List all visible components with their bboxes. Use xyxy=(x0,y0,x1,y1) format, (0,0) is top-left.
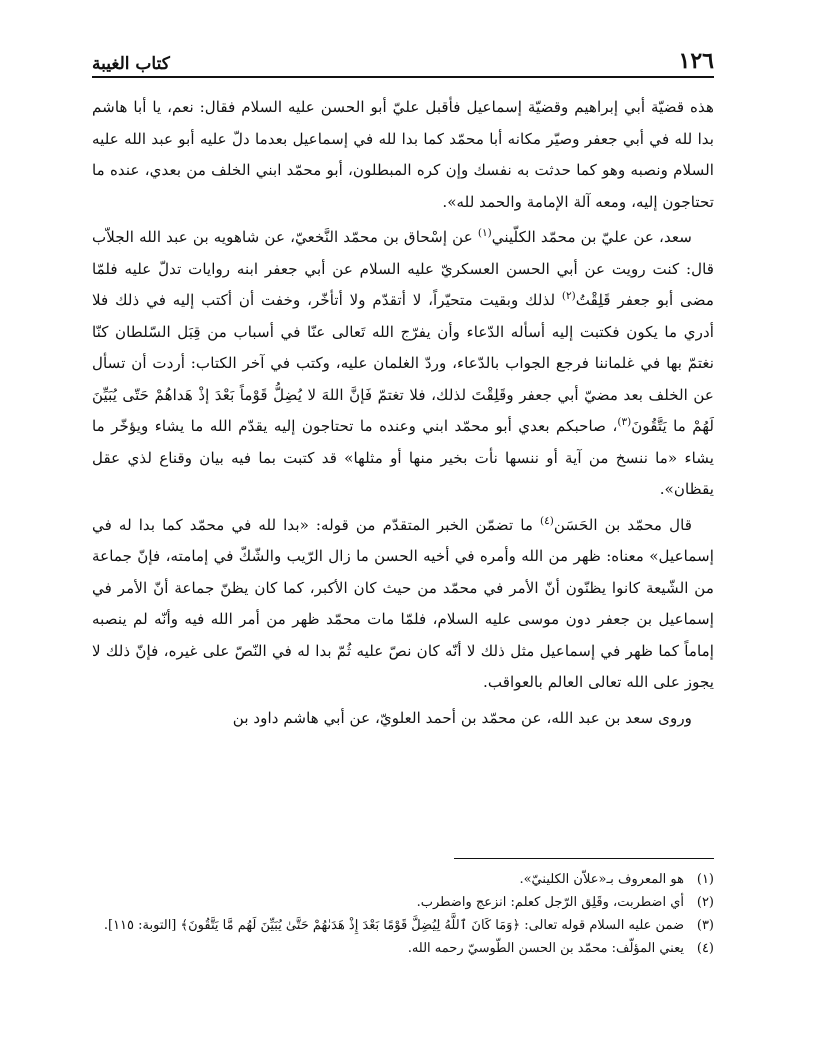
text-segment: ، صاحبكم بعدي أبو محمّد ابني وعنده ما تحتاجون إليه يقدّم الله ما يشاء ويؤخّر ما يشاء «ما ننسخ من آية أو ننسها نأت بخير منها أو مثلها» قد كتبت بما فيه بيان وقناع لذي عقل يقظان». xyxy=(92,417,714,498)
footnote-item xyxy=(92,937,714,960)
paragraph xyxy=(92,703,714,735)
footnote-reference: (١) xyxy=(477,226,492,239)
footnote-number: (٣) xyxy=(696,918,714,933)
text-segment: لذلك وبقيت متحيّراً، لا أتقدّم ولا أتأخّر، وخفت أن أكتب إليه في ذلك فلا أدري ما يكون فكتبت إليه أسأله الدّعاء وأن يفرّج الله تَعالى عنّا في أسباب من قِبَل السّلطان كنّا نغتمّ بها في غلماننا فرجع الجواب بالدّعاء، وردّ الغلمان عليه، وكتب في آخر الكتاب: أردت أن تسأل عن الخلف بعد مضيّ أبي جعفر وقَلِقْتَ لذلك، فلا تغتمّ فَإنَّ اللهَ لا يُضِلُّ قَوْماً بَعْدَ إذْ هَداهُمْ حَتّى يُبَيِّنَ لَهُمْ ما يَتَّقُونَ xyxy=(92,291,715,435)
paragraph xyxy=(92,92,714,218)
page-number: ١٢٦ xyxy=(678,48,714,74)
text-segment: وروى سعد بن عبد الله، عن محمّد بن أحمد العلويّ، عن أبي هاشم داود بن xyxy=(232,708,692,727)
text-segment: هذه قضيّة أبي إبراهيم وقضيّة إسماعيل فأقبل عليّ أبو الحسن عليه السلام فقال: نعم، يا أبا هاشم بدا لله في أبي جعفر وصيّر مكانه أبا محمّد كما بدا لله في إسماعيل بعدما دلّ عليه أبو عبد الله عليه السلام ونصبه وهو كما حدثت به نفسك وإن كره المبطلون، أبو محمّد ابني الخلف من بعدي، عنده ما تحتاجون إليه، ومعه آلة الإمامة والحمد لله». xyxy=(92,98,714,211)
footnote-text: هو المعروف بـ«علاّن الكلينيّ». xyxy=(519,872,684,887)
page-header xyxy=(92,40,714,78)
footnote-reference: (٢) xyxy=(561,289,576,302)
footnote-separator xyxy=(454,858,714,859)
footnote-item xyxy=(92,868,714,891)
paragraph xyxy=(92,510,714,699)
footnote-text: يعني المؤلّف: محمّد بن الحسن الطّوسيّ رحمه الله. xyxy=(407,941,684,956)
paragraph xyxy=(92,222,714,506)
footnote-text: أي اضطربت، وقَلِق الرّجل كعلم: انزعج واضطرب. xyxy=(416,895,684,910)
footnote-item xyxy=(92,891,714,914)
footnote-number: (١) xyxy=(696,872,714,887)
text-segment: قال محمّد بن الحَسَن xyxy=(553,515,692,534)
footnotes xyxy=(92,868,714,960)
text-segment: عن إسْحاق بن محمّد النَّخعيّ، عن شاهويه بن عبد الله الجلاّب قال: كنت رويت عن أبي الحسن العسكريّ عليه السلام عن أبي جعفر ابنه روايات تدلّ عليه فلمّا مضى أبو جعفر قَلِقْتُ xyxy=(92,228,714,309)
footnote-reference: (٤) xyxy=(539,514,554,527)
text-segment: ما تضمّن الخبر المتقدّم من قوله: «بدا لله في محمّد كما بدا له في إسماعيل» معناه: ظهر من الله وأمره في أخيه الحسن ما زال الرّيب والشّكّ في إمامته، فإنّ جماعة من الشّيعة كانوا يظنّون أنّ الأمر في محمّد من حيث كان الأكبر، كما كان يظنّ جماعة أنّ الأمر في إسماعيل بن جعفر دون موسى عليه السلام، فلمّا مات محمّد ظهر من أمر الله فيه وأنّه لم ينصبه إماماً كما ظهر في إسماعيل مثل ذلك لا أنّه كان نصّ عليه ثُمّ بدا له في النّصّ على غيره، فإنّ ذلك لا يجوز على الله تعالى العالم بالعواقب. xyxy=(92,515,714,691)
footnote-item xyxy=(92,914,714,937)
footnote-number: (٢) xyxy=(696,895,714,910)
footnote-number: (٤) xyxy=(696,941,714,956)
footnote-text: ضمن عليه السلام قوله تعالى: ﴿وَمَا كَانَ ٱللَّهُ لِيُضِلَّ قَوْمًا بَعْدَ إِذْ هَدَىٰهُمْ حَتَّىٰ يُبَيِّنَ لَهُم مَّا يَتَّقُونَ﴾ [التوبة: ١١٥]. xyxy=(103,918,684,933)
book-title: كتاب الغيبة xyxy=(92,54,170,74)
main-text xyxy=(92,92,714,738)
text-segment: سعد، عن عليّ بن محمّد الكلّيني xyxy=(491,228,692,246)
footnote-reference: (٣) xyxy=(617,415,632,428)
